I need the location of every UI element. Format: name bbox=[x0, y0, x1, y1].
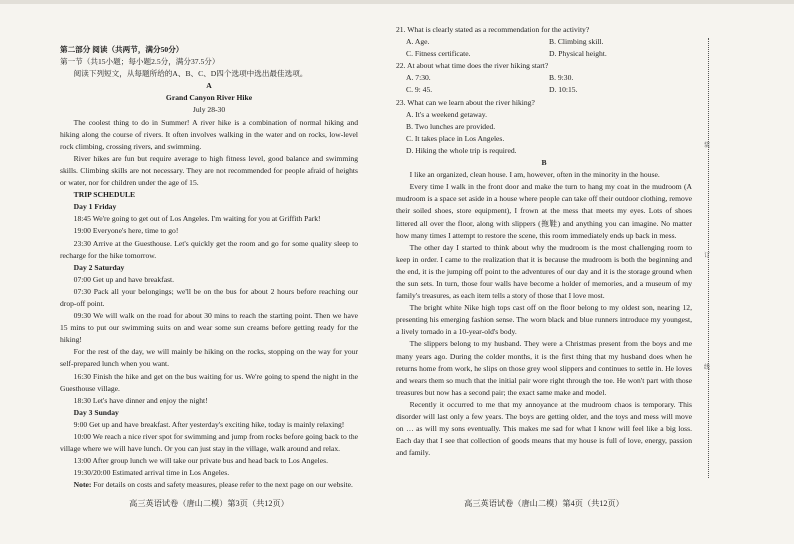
option: C. 9: 45. bbox=[406, 85, 433, 95]
seam-mark: 线 bbox=[704, 364, 711, 371]
option: B. Climbing skill. bbox=[549, 37, 604, 47]
day1-item: 23:30 Arrive at the Guesthouse. Let's quickly get the room and go for some quality sleep to recharge for the hike tomorrow. bbox=[60, 238, 358, 260]
day1-heading: Day 1 Friday bbox=[73, 202, 117, 212]
day3-heading: Day 3 Sunday bbox=[73, 407, 119, 417]
question-23: 23. What can we learn about the river hiking? bbox=[396, 97, 535, 107]
passage-b-paragraph: I like an organized, clean house. I am, however, often in the minority in the house. bbox=[409, 170, 660, 180]
day3-item: 13:00 After group lunch we will take our private bus and head back to Los Angeles. bbox=[73, 456, 328, 466]
seam-mark: 订 bbox=[704, 252, 711, 259]
passage-b-paragraph: Recently it occurred to me that my annoyance at the mudroom chaos is temporary. This disorder will last only a few years. The boys are getting older, and the toys and mess will move on … as will my sons eventually. This makes me sad for what I know will feel like a big loss. Each day that I see that collection of goods means that my house is full of love, energy, passion and family. bbox=[396, 399, 692, 458]
part-heading: 第二部分 阅读（共两节，满分50分） bbox=[60, 45, 184, 54]
passage-letter-a: A bbox=[206, 81, 212, 91]
day2-item: 18:30 Let's have dinner and enjoy the night! bbox=[73, 395, 208, 405]
option: C. It takes place in Los Angeles. bbox=[406, 133, 505, 143]
question-21-options bbox=[396, 36, 692, 60]
day2-item: For the rest of the day, we will mainly be hiking on the rocks, stopping on the way for your self-prepared lunch when you want. bbox=[60, 347, 358, 369]
option: B. 9:30. bbox=[549, 73, 574, 83]
option: A. Age. bbox=[406, 37, 430, 47]
right-column bbox=[396, 24, 692, 544]
option: A. 7:30. bbox=[406, 73, 431, 83]
left-column bbox=[60, 0, 358, 544]
option: D. Hiking the whole trip is required. bbox=[406, 145, 517, 155]
day2-item: 07:30 Pack all your belongings; we'll be on the bus for about 2 hours before reaching our drop-off point. bbox=[60, 286, 358, 308]
option: D. 10:15. bbox=[549, 85, 578, 95]
page-footer-left: 高三英语试卷（唐山二模）第3页（共12页） bbox=[129, 499, 289, 508]
question-22-options bbox=[396, 72, 692, 96]
passage-date: July 28-30 bbox=[192, 105, 226, 115]
passage-b-paragraph: The slippers belong to my husband. They were a Christmas present from the boys and me many years ago. During the colder months, it is the first thing that my husband does when he returns home from work, he slips on those grey wool slippers and continues to settle in. He loves and wears them so much that the initial pair wore right through the toe. He won't part with those treasures but now has a second pair; the exact same make and model. bbox=[396, 339, 692, 397]
question-22: 22. At about what time does the river hiking start? bbox=[396, 61, 549, 71]
passage-b-paragraph: Every time I walk in the front door and make the turn to hang my coat in the mudroom (A mudroom is a space set aside in a house where people can take off their outdoor clothing, remove their soiled shoes, store equipment), I frown at the mess that meets my eyes. Lots of shoes littered all over the floor, along with slippers (拖鞋) and anything you can imagine. No matter how many times I attempt to restore the scene, this room immediately ends up back in mess. bbox=[396, 182, 692, 240]
day2-item: 16:30 Finish the hike and get on the bus waiting for us. We're going to spend the night in the Guesthouse village. bbox=[60, 371, 358, 393]
instructions: 阅读下列短文，从每题所给的A、B、C、D四个选项中选出最佳选项。 bbox=[73, 69, 308, 79]
day2-item: 07:00 Get up and have breakfast. bbox=[73, 274, 175, 284]
paragraph-2: River hikes are fun but require average to high fitness level, good balance and swimming skills. Climbing skills are not necessary. They are not recommended for people afraid of heights or water, nor for children under the age of 15. bbox=[60, 153, 358, 188]
note bbox=[60, 479, 358, 491]
day1-item: 18:45 We're going to get out of Los Angeles. I'm waiting for you at Griffith Park! bbox=[73, 214, 321, 224]
schedule-heading: TRIP SCHEDULE bbox=[73, 190, 136, 200]
day3-item: 10:00 We reach a nice river spot for swimming and jump from rocks before going back to the village where we will have lunch. Or you can just stay in the village, walk around and relax. bbox=[60, 432, 358, 454]
option: B. Two lunches are provided. bbox=[406, 121, 496, 131]
day3-item: 9:00 Get up and have breakfast. After yesterday's exciting hike, today is mainly relaxing! bbox=[73, 419, 345, 429]
paragraph-1: The coolest thing to do in Summer! A river hike is a combination of normal hiking and hiking along the course of rivers. It often involves walking in the water and on rocks, low-level rock climbing, crossing rivers, and swimming. bbox=[60, 117, 358, 151]
day2-item: 09:30 We will walk on the road for about 30 mins to reach the starting point. Then we have 15 mins to put our swimming suits on and wear some sun creams before getting ready for the hiking! bbox=[60, 311, 358, 345]
day1-item: 19:00 Everyone's here, time to go! bbox=[73, 226, 179, 236]
question-21: 21. What is clearly stated as a recommendation for the activity? bbox=[396, 25, 590, 34]
passage-title: Grand Canyon River Hike bbox=[165, 93, 253, 103]
page-footer-right: 高三英语试卷（唐山二模）第4页（共12页） bbox=[464, 499, 624, 508]
seam-mark: 装 bbox=[704, 142, 711, 149]
note-label: Note: bbox=[73, 480, 92, 490]
note-text: For details on costs and safety measures, please refer to the next page on our website. bbox=[91, 480, 353, 490]
passage-b-paragraph: The other day I started to think about why the mudroom is the most challenging room to keep in order. I came to the realization that it is because the mudroom is both the beginning and the end, it is the jumping off point to the adventures of our day and it is the storage ground when the sun sets. In turn, those four walls have become a holder of memories, and a museum of my family's treasures, as each item tells a story of those that I love most. bbox=[396, 242, 692, 301]
option: A. It's a weekend getaway. bbox=[406, 109, 487, 119]
section-heading: 第一节（共15小题；每小题2.5分，满分37.5分） bbox=[60, 57, 220, 67]
day3-item: 19:30/20:00 Estimated arrival time in Los Angeles. bbox=[73, 468, 230, 478]
option: D. Physical height. bbox=[549, 49, 607, 59]
passage-letter-b: B bbox=[541, 158, 547, 168]
option: C. Fitness certificate. bbox=[406, 49, 471, 59]
passage-b-paragraph: The bright white Nike high tops cast off on the floor belong to my oldest son, nearing 12, presenting his emerging fashion sense. The worn black and blue runners introduce my youngest, a lively tornado in a 10-year-old's body. bbox=[396, 303, 692, 337]
day2-heading: Day 2 Saturday bbox=[73, 262, 125, 272]
